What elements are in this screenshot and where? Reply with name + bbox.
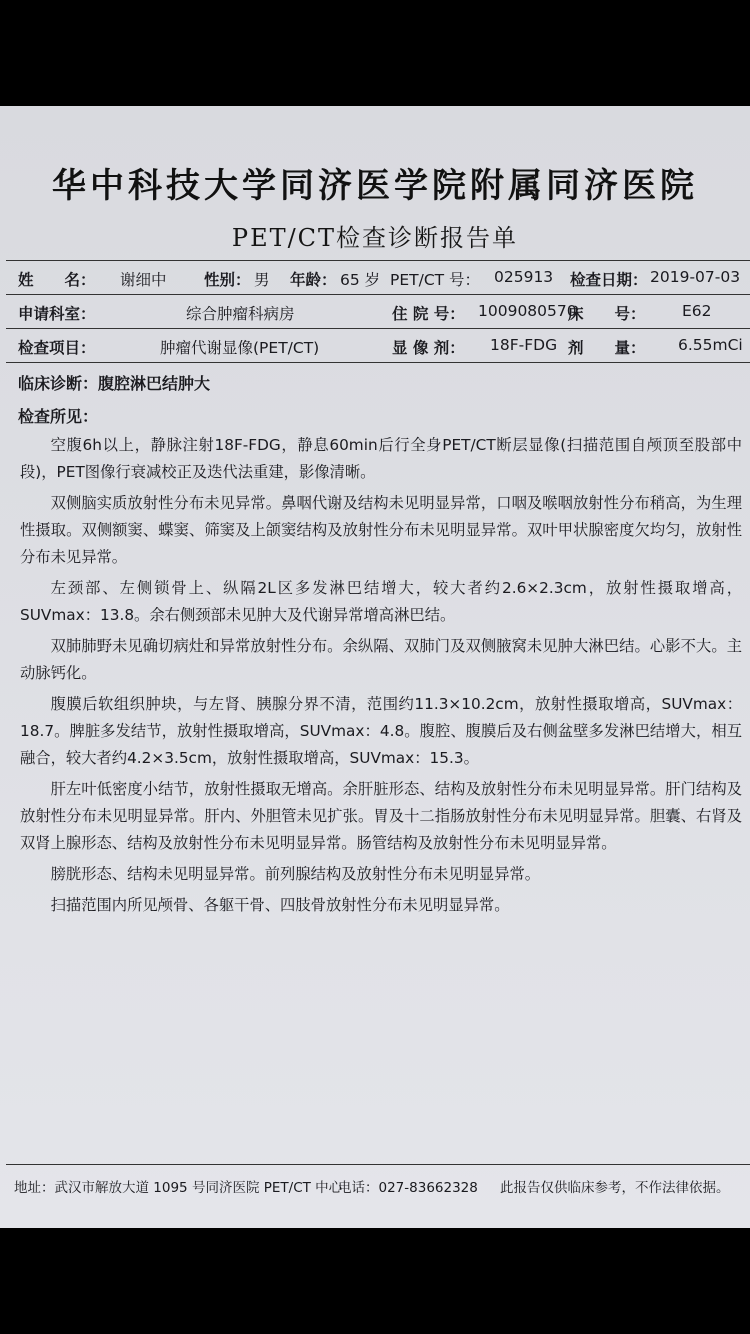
diagnosis-label: 临床诊断：: [18, 374, 99, 393]
divider: [6, 294, 750, 295]
agent-value: 18F-FDG: [490, 336, 558, 354]
findings-paragraph: 空腹6h以上，静脉注射18F-FDG，静息60min后行全身PET/CT断层显像(扫描范围自颅顶至股部中段)，PET图像行衰减校正及迭代法重建，影像清晰。: [20, 436, 742, 481]
footer-disclaimer: 此报告仅供临床参考，不作法律依据。: [500, 1180, 730, 1196]
petct-no-label: PET/CT 号：: [390, 271, 481, 289]
divider: [6, 362, 750, 363]
dept-value: 综合肿瘤科病房: [186, 305, 295, 323]
age-label: 年龄：: [290, 271, 337, 289]
findings-paragraph: 左颈部、左侧锁骨上、纵隔2L区多发淋巴结增大，较大者约2.6×2.3cm，放射性摄取增高，SUVmax：13.8。余右侧颈部未见肿大及代谢异常增高淋巴结。: [20, 579, 742, 624]
inpatient-label: 住 院 号：: [392, 305, 465, 323]
exam-date-label: 检查日期：: [570, 271, 648, 289]
footer-divider: [6, 1164, 750, 1165]
name-label: 姓 名：: [18, 271, 96, 289]
patient-sex: 男: [254, 271, 270, 289]
findings-body: [20, 432, 742, 923]
findings-paragraph: 扫描范围内所见颅骨、各躯干骨、四肢骨放射性分布未见明显异常。: [50, 896, 510, 914]
hospital-name: 华中科技大学同济医学院附属同济医院: [52, 166, 698, 206]
dept-label: 申请科室：: [18, 305, 96, 323]
inpatient-no: 1009080570: [478, 302, 577, 320]
footer-address: 地址：武汉市解放大道 1095 号同济医院 PET/CT 中心: [14, 1180, 343, 1196]
report-title: PET/CT检查诊断报告单: [231, 224, 519, 252]
dose-label: 剂 量：: [568, 339, 646, 357]
diagnosis-value: 腹腔淋巴结肿大: [98, 374, 211, 393]
divider: [6, 328, 750, 329]
bed-label: 床 号：: [568, 305, 646, 323]
bed-value: E62: [682, 302, 712, 320]
clinical-diagnosis: [18, 371, 210, 394]
sex-label: 性别：: [204, 271, 251, 289]
findings-paragraph: 膀胱形态、结构未见明显异常。前列腺结构及放射性分布未见明显异常。: [50, 865, 541, 883]
divider: [6, 260, 750, 261]
findings-heading: 检查所见：: [18, 407, 99, 426]
exam-item-label: 检查项目：: [18, 339, 96, 357]
findings-paragraph: 腹膜后软组织肿块，与左肾、胰腺分界不清，范围约11.3×10.2cm，放射性摄取增高，SUVmax：18.7。脾脏多发结节，放射性摄取增高，SUVmax：4.8。腹腔、腹膜后及右侧盆壁多发淋巴结增大，相互融合，较大者约4.2×3.5cm，放射性摄取增高，SUVmax：15.3。: [20, 695, 742, 767]
findings-paragraph: 双肺肺野未见确切病灶和异常放射性分布。余纵隔、双肺门及双侧腋窝未见肿大淋巴结。心影不大。主动脉钙化。: [20, 637, 742, 682]
dose-value: 6.55mCi: [678, 336, 743, 354]
exam-date: 2019-07-03: [650, 268, 741, 286]
findings-paragraph: 肝左叶低密度小结节，放射性摄取无增高。余肝脏形态、结构及放射性分布未见明显异常。肝门结构及放射性分布未见明显异常。肝内、外胆管未见扩张。胃及十二指肠放射性分布未见明显异常。胆囊、右肾及双肾上腺形态、结构及放射性分布未见明显异常。肠管结构及放射性分布未见明显异常。: [20, 780, 742, 852]
patient-age: 65 岁: [340, 271, 381, 289]
exam-item: 肿瘤代谢显像(PET/CT): [160, 339, 320, 357]
report-sheet: [0, 106, 750, 1228]
agent-label: 显 像 剂：: [392, 339, 465, 357]
patient-name: 谢细中: [120, 271, 167, 289]
petct-no: 025913: [494, 268, 554, 286]
footer-phone: 电话：027-83662328: [338, 1180, 478, 1196]
findings-paragraph: 双侧脑实质放射性分布未见异常。鼻咽代谢及结构未见明显异常，口咽及喉咽放射性分布稍高，为生理性摄取。双侧额窦、蝶窦、筛窦及上颌窦结构及放射性分布未见明显异常。双叶甲状腺密度欠均匀，放射性分布未见异常。: [20, 494, 742, 566]
